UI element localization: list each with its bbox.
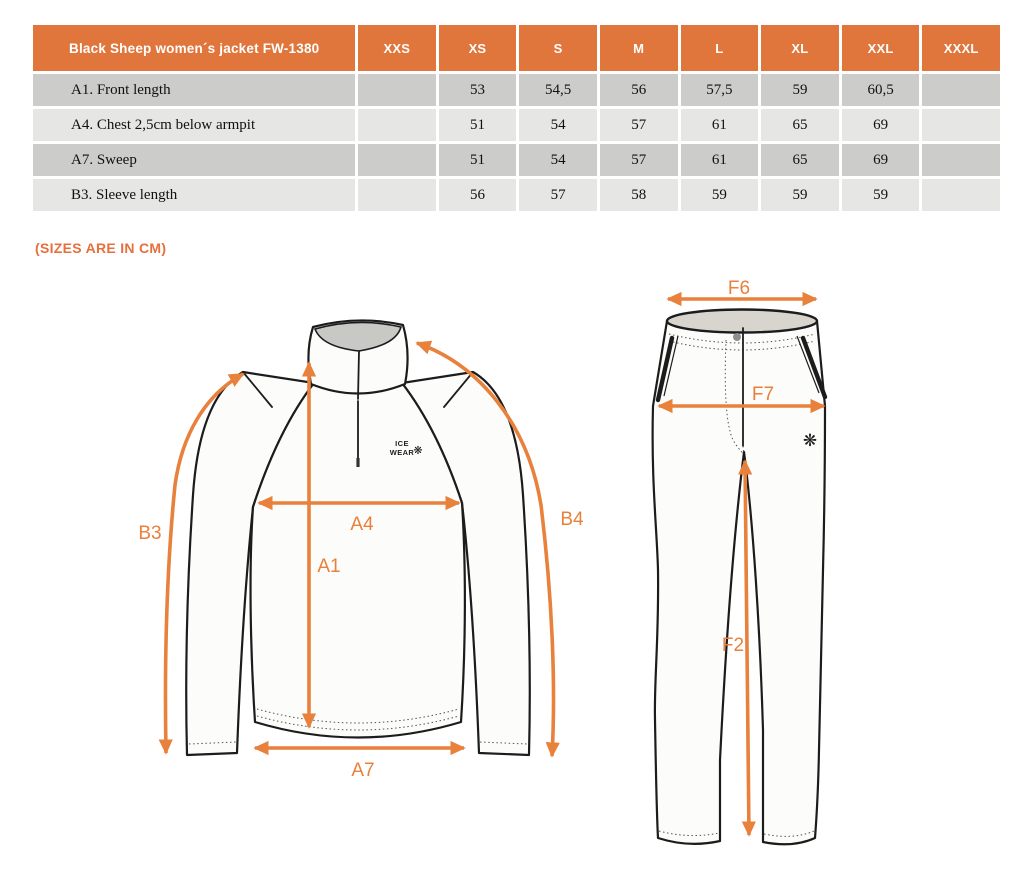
- jacket-a1-label: A1: [317, 556, 341, 577]
- table-row: [33, 74, 1000, 106]
- units-caption: (SIZES ARE IN CM): [35, 240, 167, 256]
- size-value-cell: 69: [842, 144, 920, 176]
- size-value-cell: 61: [681, 144, 759, 176]
- pants-button: [733, 333, 741, 341]
- size-col-header-s: S: [519, 25, 597, 71]
- size-value-cell: 54: [519, 144, 597, 176]
- size-value-cell: 57,5: [681, 74, 759, 106]
- table-row: [33, 109, 1000, 141]
- pants-waist-opening: [667, 310, 817, 333]
- size-value-cell: [358, 74, 436, 106]
- size-col-header-xxs: XXS: [358, 25, 436, 71]
- pants-f2-arrow: [745, 461, 749, 835]
- pants-silhouette: [653, 321, 825, 844]
- size-value-cell: 51: [439, 144, 517, 176]
- size-table: [30, 22, 1003, 214]
- size-col-header-xxxl: XXXL: [922, 25, 1000, 71]
- jacket-b3-label: B3: [138, 523, 162, 544]
- size-value-cell: 53: [439, 74, 517, 106]
- pants-diagram: [635, 280, 885, 865]
- jacket-a7-label: A7: [351, 760, 375, 781]
- table-row: [33, 144, 1000, 176]
- table-title: Black Sheep women´s jacket FW-1380: [33, 25, 355, 71]
- jacket-zipper-pull: [356, 458, 359, 467]
- jacket-b4-label: B4: [560, 509, 584, 530]
- size-col-header-m: M: [600, 25, 678, 71]
- size-value-cell: 57: [519, 179, 597, 211]
- row-label: B3. Sleeve length: [33, 179, 355, 211]
- jacket-diagram: [100, 295, 605, 795]
- size-col-header-xl: XL: [761, 25, 839, 71]
- jacket-logo-snowflake-icon: ❋: [413, 444, 423, 457]
- row-label: A1. Front length: [33, 74, 355, 106]
- size-value-cell: [358, 144, 436, 176]
- size-value-cell: 57: [600, 109, 678, 141]
- pants-f7-label: F7: [751, 384, 775, 405]
- size-value-cell: 59: [681, 179, 759, 211]
- size-value-cell: [358, 179, 436, 211]
- jacket-logo-ice: ICE: [395, 439, 409, 448]
- size-value-cell: 56: [600, 74, 678, 106]
- size-value-cell: 54,5: [519, 74, 597, 106]
- size-value-cell: 61: [681, 109, 759, 141]
- size-value-cell: [358, 109, 436, 141]
- size-value-cell: 65: [761, 109, 839, 141]
- size-value-cell: 59: [761, 179, 839, 211]
- size-value-cell: 69: [842, 109, 920, 141]
- size-col-header-xs: XS: [439, 25, 517, 71]
- size-value-cell: [922, 179, 1000, 211]
- size-value-cell: 56: [439, 179, 517, 211]
- size-value-cell: [922, 109, 1000, 141]
- jacket-collar-center-seam: [358, 351, 359, 399]
- jacket-a4-label: A4: [350, 514, 374, 535]
- size-value-cell: 60,5: [842, 74, 920, 106]
- size-value-cell: 57: [600, 144, 678, 176]
- row-label: A4. Chest 2,5cm below armpit: [33, 109, 355, 141]
- size-value-cell: 59: [842, 179, 920, 211]
- pants-f6-label: F6: [727, 280, 751, 299]
- table-header-row: [33, 25, 1000, 71]
- row-label: A7. Sweep: [33, 144, 355, 176]
- size-value-cell: [922, 74, 1000, 106]
- size-value-cell: 58: [600, 179, 678, 211]
- size-value-cell: 54: [519, 109, 597, 141]
- pants-snowflake-icon: ❋: [802, 431, 818, 451]
- size-col-header-xxl: XXL: [842, 25, 920, 71]
- size-value-cell: [922, 144, 1000, 176]
- size-value-cell: 59: [761, 74, 839, 106]
- size-value-cell: 65: [761, 144, 839, 176]
- pants-f2-label: F2: [721, 635, 745, 656]
- table-row: [33, 179, 1000, 211]
- size-value-cell: 51: [439, 109, 517, 141]
- size-col-header-l: L: [681, 25, 759, 71]
- jacket-logo-wear: WEAR: [389, 448, 415, 457]
